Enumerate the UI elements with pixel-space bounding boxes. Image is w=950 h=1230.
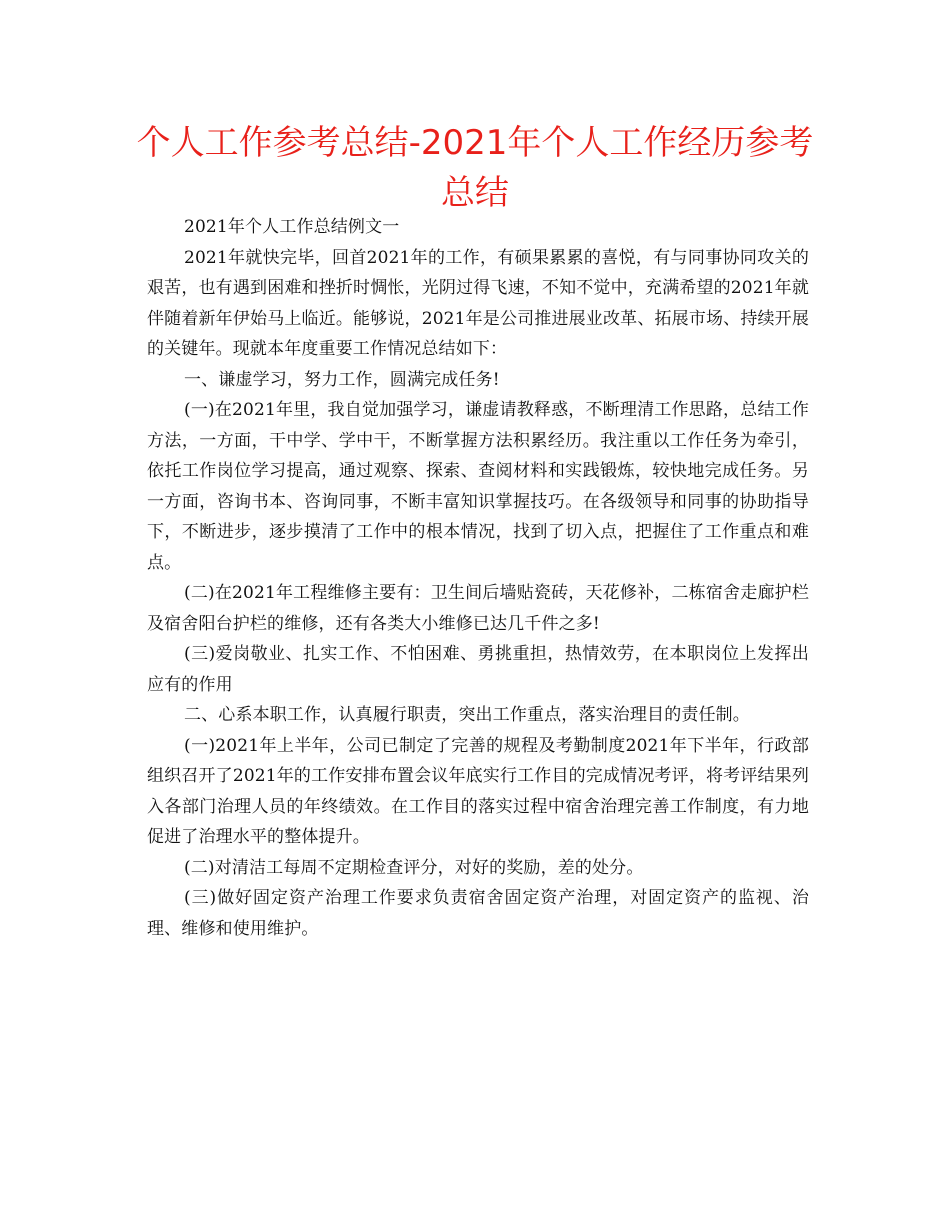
document-title: 个人工作参考总结-2021年个人工作经历参考总结 xyxy=(136,123,814,213)
paragraph-2-1: (一)2021年上半年，公司已制定了完善的规程及考勤制度2021年下半年，行政部组织召开了2021年的工作安排布置会议年底实行工作目的完成情况考评，将考评结果列入各部门治理人员的年终绩效。在工作目的落实过程中宿舍治理完善工作制度，有力地促进了治理水平的整体提升。 xyxy=(147,735,809,847)
paragraph-2-3: (三)做好固定资产治理工作要求负责宿舍固定资产治理，对固定资产的监视、治理、维修和使用维护。 xyxy=(147,888,809,939)
section-heading-1: 一、谦虚学习，努力工作，圆满完成任务! xyxy=(184,369,500,390)
paragraph-intro: 2021年就快完毕，回首2021年的工作，有硕果累累的喜悦，有与同事协同攻关的艰苦，也有遇到困难和挫折时惆怅，光阴过得飞速，不知不觉中，充满希望的2021年就伴随着新年伊始马上临近。能够说，2021年是公司推进展业改革、拓展市场、持续开展的关键年。现就本年度重要工作情况总结如下： xyxy=(147,247,809,359)
paragraph-1-2: (二)在2021年工程维修主要有：卫生间后墙贴瓷砖，天花修补，二栋宿舍走廊护栏及宿舍阳台护栏的维修，还有各类大小维修已达几千件之多! xyxy=(147,583,809,634)
document-body xyxy=(147,212,809,944)
paragraph-subtitle: 2021年个人工作总结例文一 xyxy=(184,217,400,237)
paragraph-2-2: (二)对清洁工每周不定期检查评分，对好的奖励，差的处分。 xyxy=(184,857,644,878)
section-heading-2: 二、心系本职工作，认真履行职责，突出工作重点，落实治理目的责任制。 xyxy=(184,705,750,725)
paragraph-1-3: (三)爱岗敬业、扎实工作、不怕困难、勇挑重担，热情效劳，在本职岗位上发挥出应有的作用 xyxy=(147,644,809,695)
paragraph-1-1: (一)在2021年里，我自觉加强学习，谦虚请教释惑，不断理清工作思路，总结工作方法，一方面，干中学、学中干，不断掌握方法积累经历。我注重以工作任务为牵引，依托工作岗位学习提高，通过观察、探索、查阅材料和实践锻炼，较快地完成任务。另一方面，咨询书本、咨询同事，不断丰富知识掌握技巧。在各级领导和同事的协助指导下，不断进步，逐步摸清了工作中的根本情况，找到了切入点，把握住了工作重点和难点。 xyxy=(147,400,809,573)
